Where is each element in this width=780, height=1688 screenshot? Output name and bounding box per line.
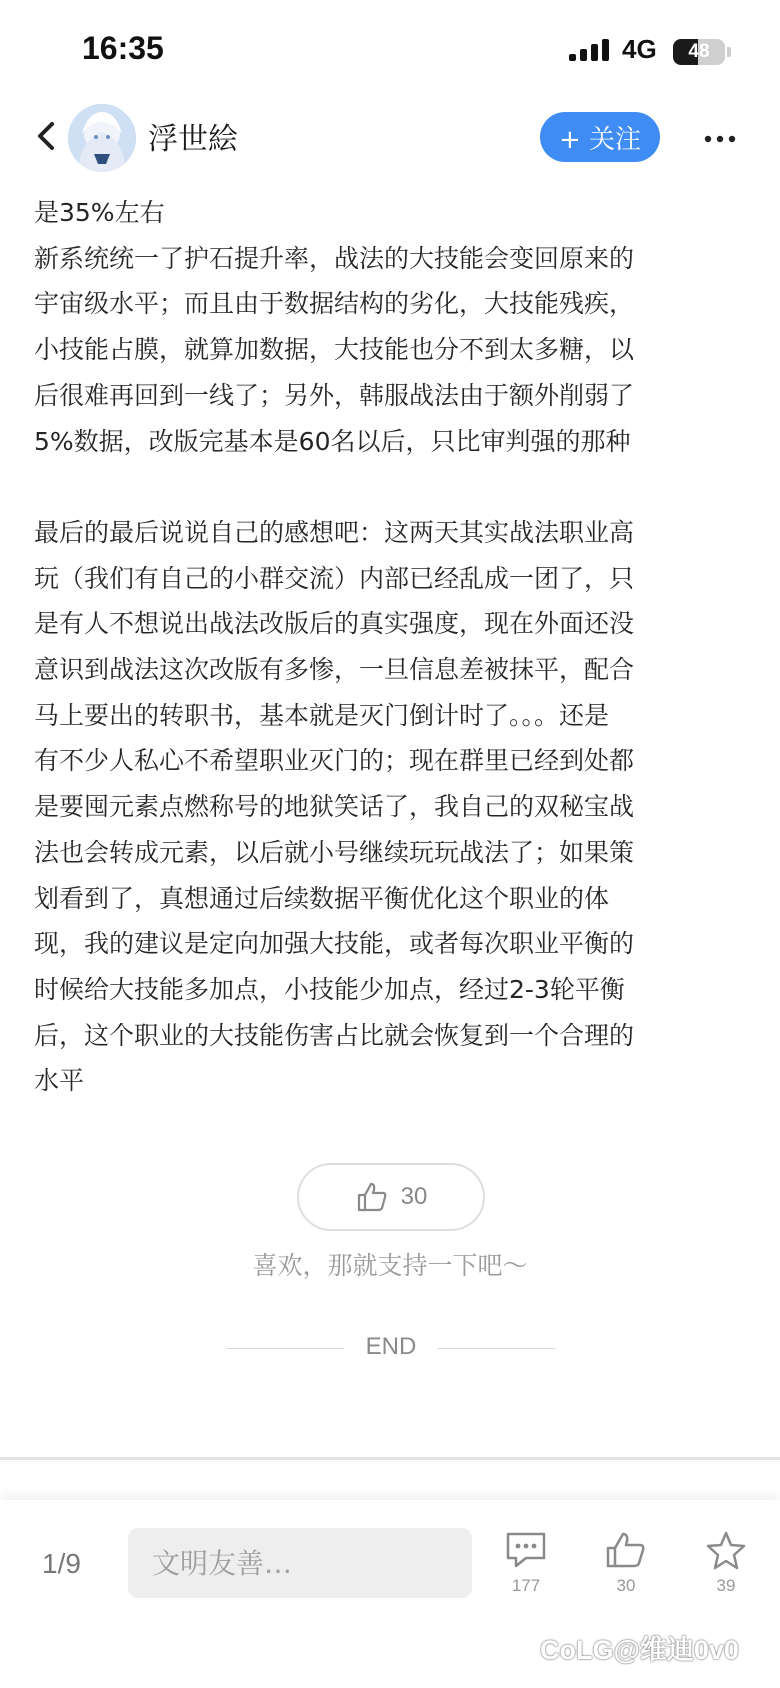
post-header (0, 100, 780, 180)
status-time: 16:35 (82, 30, 164, 66)
favorites-count: 39 (716, 1576, 736, 1595)
end-marker (226, 1333, 556, 1363)
battery-tip (727, 47, 731, 57)
watermark: CoLG@维迪0v0 (540, 1635, 739, 1665)
article-line: 后，这个职业的大技能伤害占比就会恢复到一个合理的 (34, 1020, 635, 1050)
comments-button[interactable] (486, 1530, 566, 1596)
avatar-image (68, 104, 136, 172)
article-line: 有不少人私心不希望职业灭门的；现在群里已经到处都 (34, 746, 635, 776)
likes-count: 30 (616, 1576, 636, 1595)
article-line: 新系统统一了护石提升率，战法的大技能会变回原来的 (34, 243, 635, 273)
paragraph-gap (34, 464, 754, 510)
star-icon (704, 1530, 748, 1570)
thumbs-up-icon (355, 1180, 389, 1214)
article-line: 划看到了，真想通过后续数据平衡优化这个职业的体 (34, 883, 610, 913)
end-label: END (365, 1333, 417, 1360)
author-name[interactable]: 浮世絵 (148, 122, 238, 157)
likes-button[interactable] (586, 1530, 666, 1596)
follow-button[interactable]: + 关注 (540, 112, 660, 162)
comment-bubble-icon (504, 1530, 548, 1570)
comment-input[interactable] (128, 1528, 472, 1598)
support-text: 喜欢，那就支持一下吧～ (252, 1251, 528, 1280)
article-line: 是35%左右 (34, 198, 165, 227)
article-line: 是要囤元素点燃称号的地狱笑话了，我自己的双秘宝战 (34, 792, 635, 822)
comments-count: 177 (511, 1576, 541, 1595)
article-line: 是有人不想说出战法改版后的真实强度，现在外面还没 (34, 609, 635, 639)
article-body (34, 190, 754, 1104)
end-line-right (438, 1348, 556, 1349)
network-type: 4G (622, 34, 657, 64)
article-line: 5%数据，改版完基本是60名以后，只比审判强的那种 (34, 426, 631, 456)
status-bar (0, 0, 780, 100)
section-divider (0, 1457, 780, 1460)
avatar[interactable] (68, 104, 136, 172)
signal-icon (568, 38, 612, 66)
article-line: 玩（我们有自己的小群交流）内部已经乱成一团了，只 (34, 563, 635, 593)
article-line: 宇宙级水平；而且由于数据结构的劣化，大技能残疾， (34, 289, 635, 319)
article-line: 小技能占膜，就算加数据，大技能也分不到太多糖，以 (34, 335, 635, 365)
battery-icon (673, 39, 725, 65)
article-line: 法也会转成元素，以后就小号继续玩玩战法了；如果策 (34, 837, 635, 867)
article-line: 后很难再回到一线了；另外，韩服战法由于额外削弱了 (34, 380, 635, 410)
favorites-button[interactable] (686, 1530, 766, 1596)
article-line: 时候给大技能多加点，小技能少加点，经过2-3轮平衡 (34, 974, 625, 1004)
article-line: 水平 (34, 1066, 85, 1096)
article-line: 最后的最后说说自己的感想吧：这两天其实战法职业高 (34, 517, 635, 547)
article-line: 意识到战法这次改版有多惨，一旦信息差被抹平，配合 (34, 655, 635, 685)
thumbs-up-icon (604, 1530, 648, 1570)
back-arrow-icon[interactable] (32, 116, 62, 156)
like-button[interactable] (297, 1163, 485, 1231)
like-count: 30 (400, 1183, 428, 1210)
article-line: 马上要出的转职书，基本就是灭门倒计时了。。。还是 (34, 700, 610, 730)
battery-level: 48 (688, 41, 710, 62)
page-indicator: 1/9 (42, 1548, 81, 1579)
article-line: 现，我的建议是定向加强大技能，或者每次职业平衡的 (34, 929, 635, 959)
more-dots-icon[interactable] (700, 124, 740, 154)
